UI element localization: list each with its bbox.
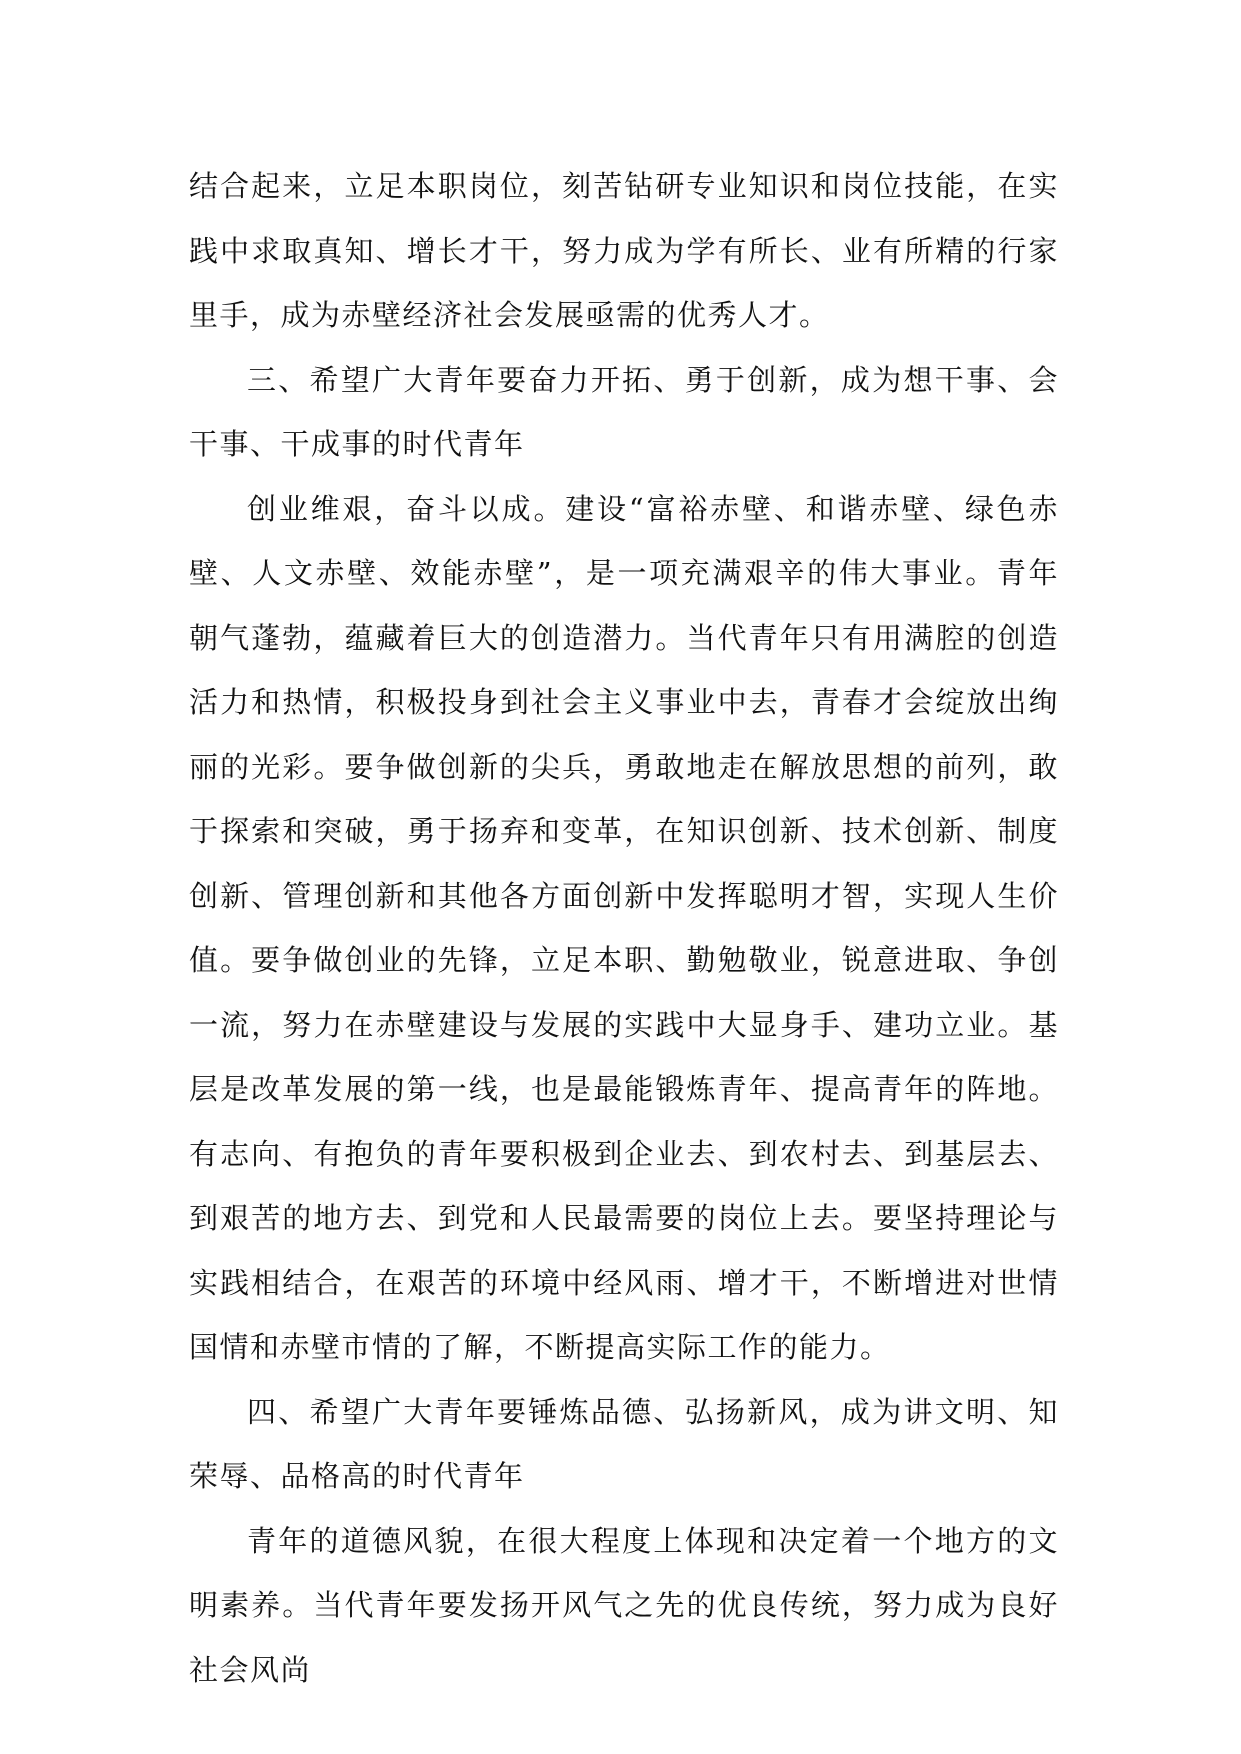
document-body: [189, 154, 1059, 1702]
paragraph-continuation: 结合起来，立足本职岗位，刻苦钻研专业知识和岗位技能，在实践中求取真知、增长才干，努力成为学有所长、业有所精的行家里手，成为赤壁经济社会发展亟需的优秀人才。: [189, 169, 1059, 332]
section-heading-four: 四、希望广大青年要锤炼品德、弘扬新风，成为讲文明、知荣辱、品格高的时代青年: [189, 1394, 1059, 1493]
section-heading-three: 三、希望广大青年要奋力开拓、勇于创新，成为想干事、会干事、干成事的时代青年: [189, 362, 1059, 461]
paragraph-morality: 青年的道德风貌，在很大程度上体现和决定着一个地方的文明素养。当代青年要发扬开风气之先的优良传统，努力成为良好社会风尚: [189, 1523, 1059, 1687]
paragraph-entrepreneurship: 创业维艰，奋斗以成。建设“富裕赤壁、和谐赤壁、绿色赤壁、人文赤壁、效能赤壁”，是一项充满艰辛的伟大事业。青年朝气蓬勃，蕴藏着巨大的创造潜力。当代青年只有用满腔的创造活力和热情，积极投身到社会主义事业中去，青春才会绽放出绚丽的光彩。要争做创新的尖兵，勇敢地走在解放思想的前列，敢于探索和突破，勇于扬弃和变革，在知识创新、技术创新、制度创新、管理创新和其他各方面创新中发挥聪明才智，实现人生价值。要争做创业的先锋，立足本职、勤勉敬业，锐意进取、争创一流，努力在赤壁建设与发展的实践中大显身手、建功立业。基层是改革发展的第一线，也是最能锻炼青年、提高青年的阵地。有志向、有抱负的青年要积极到企业去、到农村去、到基层去、到艰苦的地方去、到党和人民最需要的岗位上去。要坚持理论与实践相结合，在艰苦的环境中经风雨、增才干，不断增进对世情国情和赤壁市情的了解，不断提高实际工作的能力。: [189, 491, 1059, 1364]
